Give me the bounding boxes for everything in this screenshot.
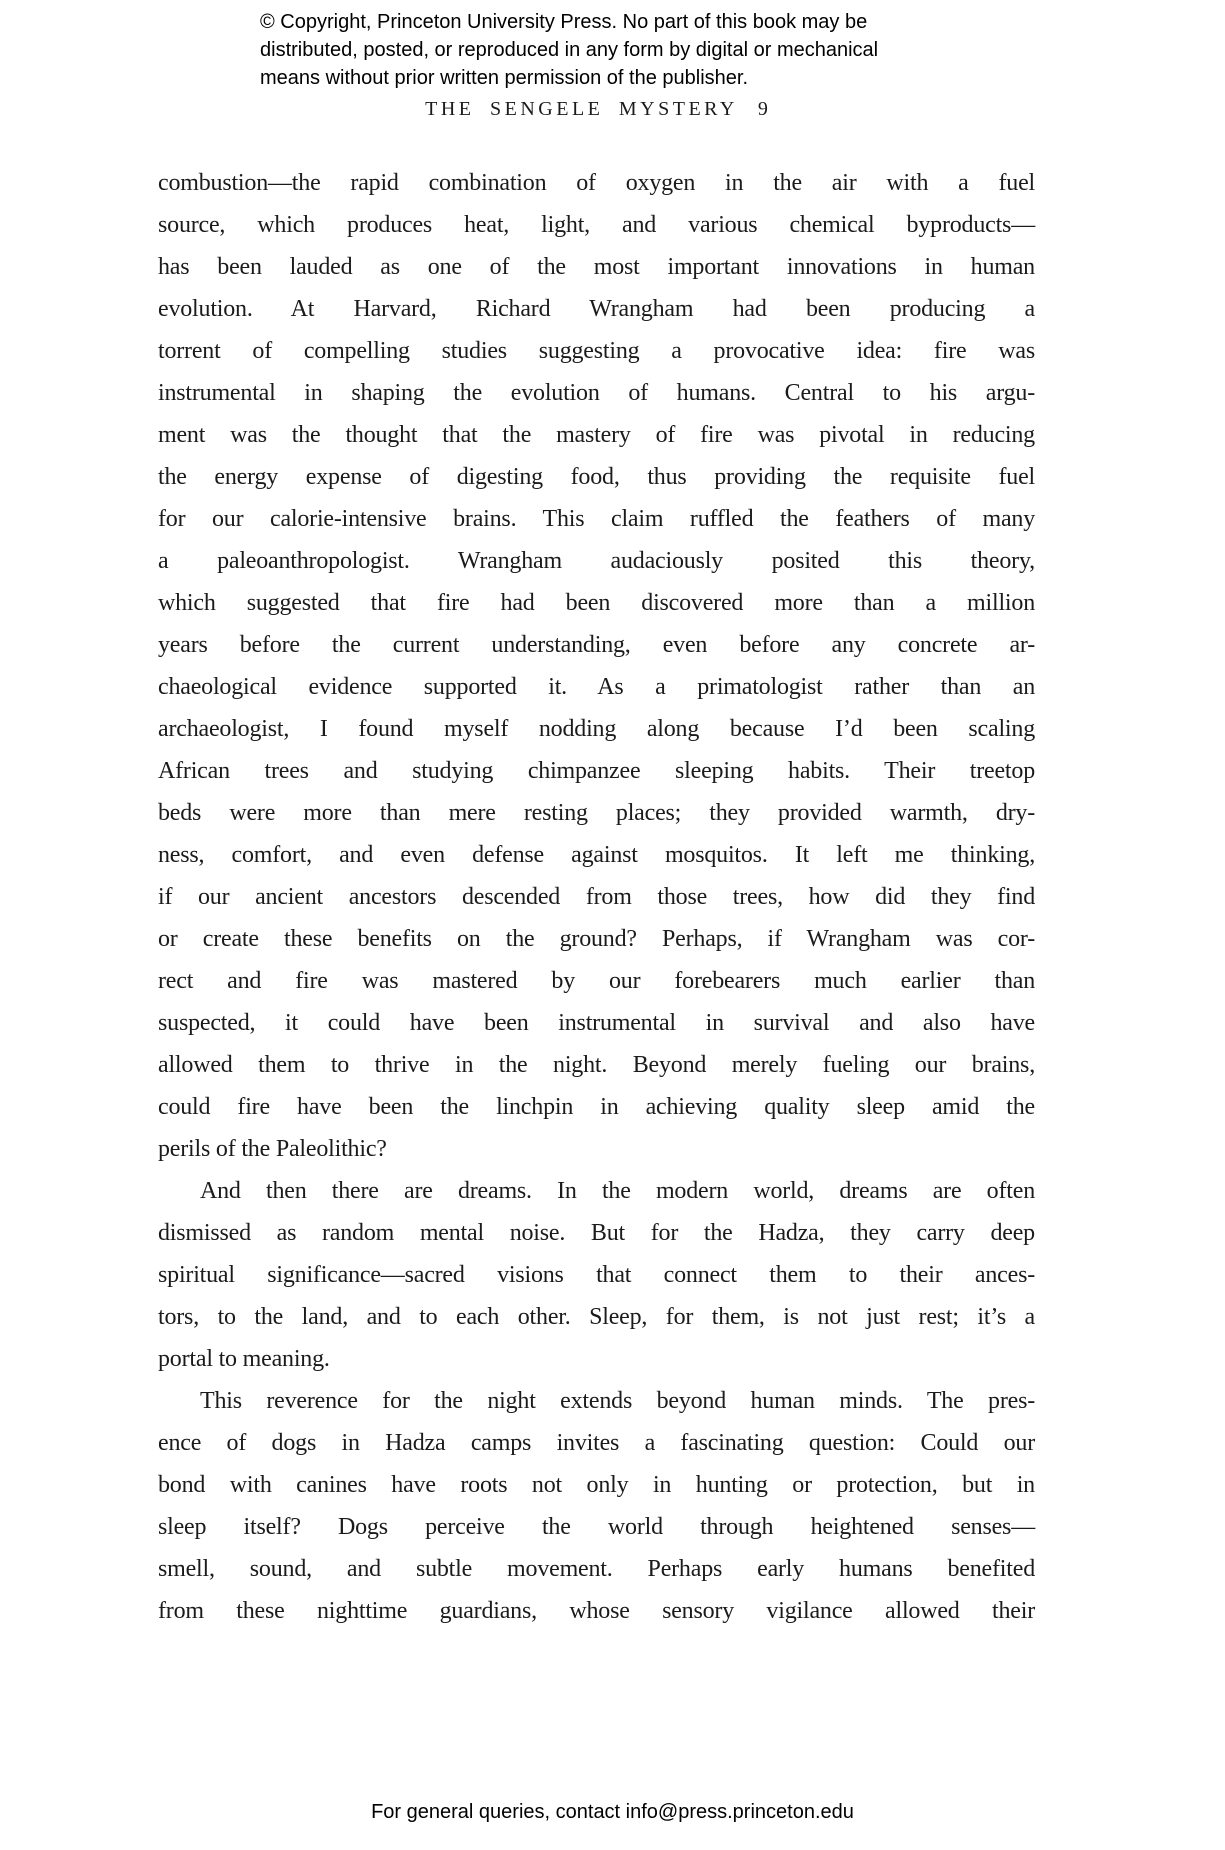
body-text (158, 162, 1035, 1632)
body-line: smell, sound, and subtle movement. Perhaps early humans benefited (158, 1556, 1035, 1582)
body-line: dismissed as random mental noise. But for the Hadza, they carry deep (158, 1220, 1035, 1246)
body-line: suspected, it could have been instrumental in survival and also have (158, 1010, 1035, 1036)
body-line: could fire have been the linchpin in achieving quality sleep amid the (158, 1094, 1035, 1120)
body-line: sleep itself? Dogs perceive the world through heightened senses— (158, 1514, 1035, 1540)
copyright-notice (260, 8, 878, 92)
body-line: has been lauded as one of the most important innovations in human (158, 254, 1035, 280)
body-line: portal to meaning. (158, 1346, 330, 1372)
body-line: chaeological evidence supported it. As a primatologist rather than an (158, 674, 1035, 700)
body-line: or create these benefits on the ground? Perhaps, if Wrangham was cor- (158, 926, 1035, 952)
body-line: for our calorie-intensive brains. This claim ruffled the feathers of many (158, 506, 1035, 532)
body-line: perils of the Paleolithic? (158, 1136, 387, 1162)
body-line: which suggested that fire had been discovered more than a million (158, 590, 1035, 616)
body-line: if our ancient ancestors descended from those trees, how did they find (158, 884, 1035, 910)
body-line: from these nighttime guardians, whose sensory vigilance allowed their (158, 1598, 1035, 1624)
body-line: beds were more than mere resting places; they provided warmth, dry- (158, 800, 1035, 826)
body-line: source, which produces heat, light, and various chemical byproducts— (158, 212, 1035, 238)
copyright-line: means without prior written permission of the publisher. (260, 67, 749, 89)
body-line: the energy expense of digesting food, thus providing the requisite fuel (158, 464, 1035, 490)
body-line: years before the current understanding, even before any concrete ar- (158, 632, 1035, 658)
copyright-line: distributed, posted, or reproduced in any form by digital or mechanical (260, 39, 879, 61)
body-line: evolution. At Harvard, Richard Wrangham had been producing a (158, 296, 1035, 322)
body-line: a paleoanthropologist. Wrangham audaciously posited this theory, (158, 548, 1035, 574)
body-line: ence of dogs in Hadza camps invites a fascinating question: Could our (158, 1430, 1035, 1456)
copyright-line: © Copyright, Princeton University Press. No part of this book may be (260, 11, 868, 33)
body-line: ment was the thought that the mastery of fire was pivotal in reducing (158, 422, 1035, 448)
body-line: archaeologist, I found myself nodding along because I’d been scaling (158, 716, 1035, 742)
body-line: This reverence for the night extends beyond human minds. The pres- (200, 1388, 1035, 1414)
body-line: instrumental in shaping the evolution of humans. Central to his argu- (158, 380, 1035, 406)
page-number: 9 (757, 98, 768, 120)
body-line: combustion—the rapid combination of oxygen in the air with a fuel (158, 170, 1035, 196)
footer-queries-note: For general queries, contact info@press.princeton.edu (371, 1801, 854, 1823)
body-line: tors, to the land, and to each other. Sleep, for them, is not just rest; it’s a (158, 1304, 1035, 1330)
running-title: THE SENGELE MYSTERY (425, 98, 738, 120)
body-line: torrent of compelling studies suggesting a provocative idea: fire was (158, 338, 1035, 364)
body-line: And then there are dreams. In the modern world, dreams are often (200, 1178, 1035, 1204)
body-line: rect and fire was mastered by our forebearers much earlier than (158, 968, 1035, 994)
running-header (158, 98, 1035, 121)
body-line: allowed them to thrive in the night. Beyond merely fueling our brains, (158, 1052, 1035, 1078)
body-line: spiritual significance—sacred visions that connect them to their ances- (158, 1262, 1035, 1288)
body-line: African trees and studying chimpanzee sleeping habits. Their treetop (158, 758, 1035, 784)
body-line: bond with canines have roots not only in hunting or protection, but in (158, 1472, 1035, 1498)
body-line: ness, comfort, and even defense against mosquitos. It left me thinking, (158, 842, 1035, 868)
